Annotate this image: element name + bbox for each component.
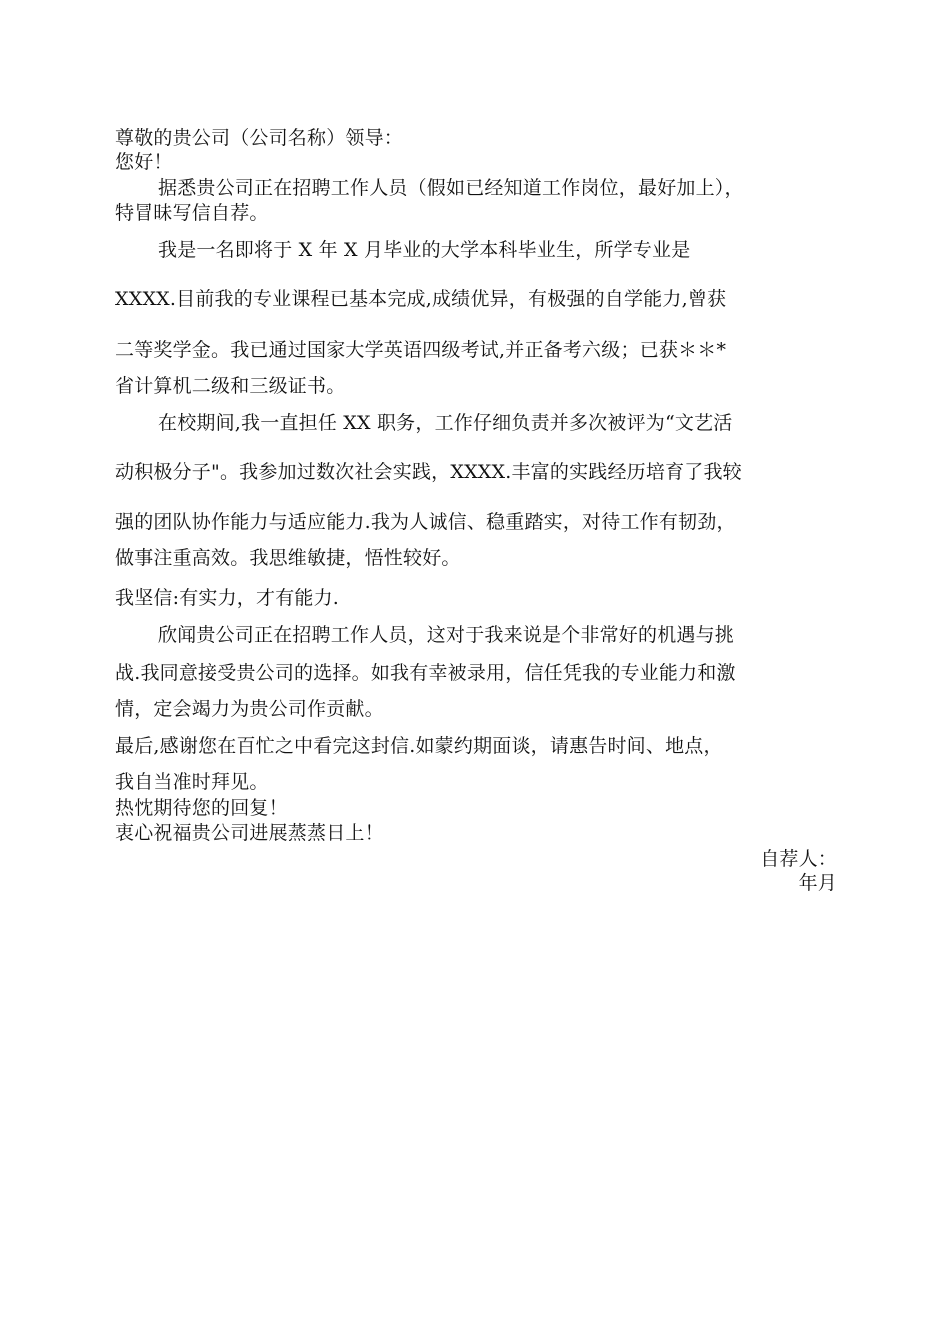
paragraph-5-line-3: 情，定会竭力为贵公司作贡献。 [115,698,384,720]
paragraph-4: 我坚信:有实力，才有能力. [115,587,340,609]
paragraph-3-line-1: 在校期间,我一直担任 XX 职务，工作仔细负责并多次被评为“文艺活 [158,412,733,434]
greeting: 您好！ [115,151,173,173]
salutation: 尊敬的贵公司（公司名称）领导： [115,127,404,149]
paragraph-6-line-1: 最后,感谢您在百忙之中看完这封信.如蒙约期面谈，请惠告时间、地点， [115,735,723,757]
signature-label: 自荐人： [760,848,837,870]
paragraph-5-line-1: 欣闻贵公司正在招聘工作人员，这对于我来说是个非常好的机遇与挑 [158,624,735,646]
paragraph-2-line-3: 二等奖学金。我已通过国家大学英语四级考试,并正备考六级；已获＊＊* [115,339,727,361]
paragraph-3-line-2: 动积极分子"。我参加过数次社会实践，XXXX.丰富的实践经历培育了我较 [115,461,742,483]
paragraph-3-line-4: 做事注重高效。我思维敏捷，悟性较好。 [115,547,461,569]
paragraph-2-line-1: 我是一名即将于 X 年 X 月毕业的大学本科毕业生，所学专业是 [158,239,691,261]
paragraph-2-line-2: XXXX.目前我的专业课程已基本完成,成绩优异，有极强的自学能力,曾获 [115,288,727,310]
paragraph-1-line-2: 特冒昧写信自荐。 [115,202,269,224]
paragraph-5-line-2: 战.我同意接受贵公司的选择。如我有幸被录用，信任凭我的专业能力和激 [115,662,736,684]
paragraph-6-line-2: 我自当准时拜见。 [115,771,269,793]
paragraph-1-line-1: 据悉贵公司正在招聘工作人员（假如已经知道工作岗位，最好加上）， [158,177,744,199]
paragraph-8: 衷心祝福贵公司进展蒸蒸日上！ [115,822,384,844]
paragraph-3-line-3: 强的团队协作能力与适应能力.我为人诚信、稳重踏实，对待工作有韧劲， [115,511,736,533]
date-label: 年月 [798,872,837,894]
paragraph-2-line-4: 省计算机二级和三级证书。 [115,375,346,397]
paragraph-7: 热忱期待您的回复！ [115,797,288,819]
